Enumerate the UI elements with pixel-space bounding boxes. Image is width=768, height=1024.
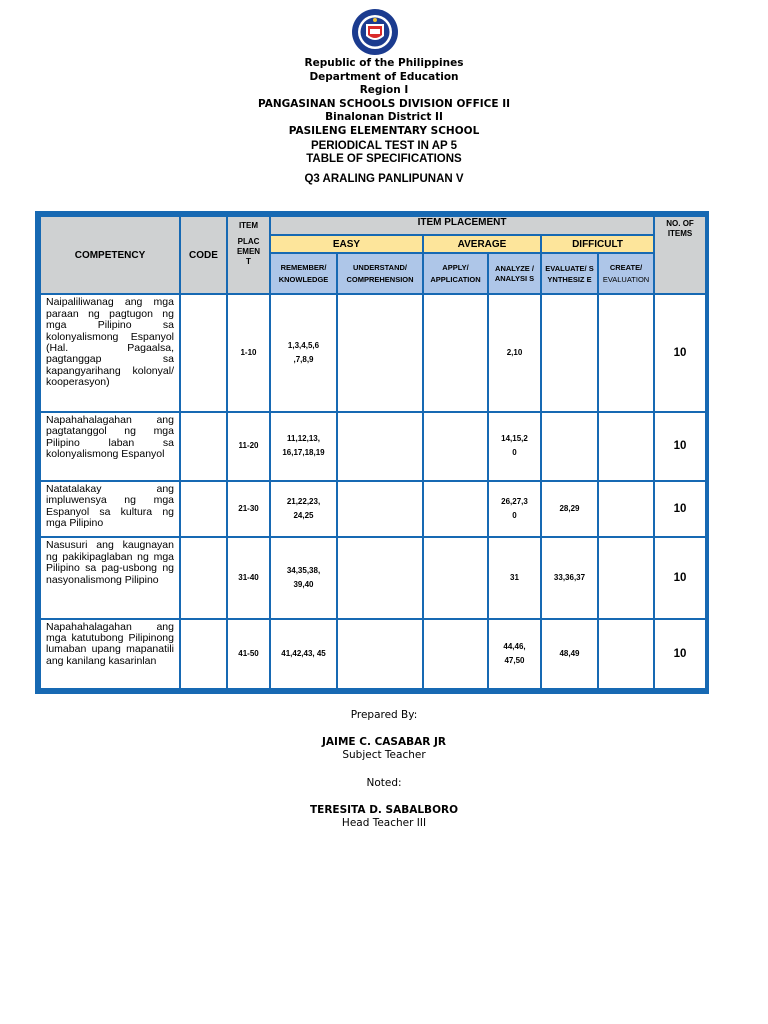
items-cell: 10: [654, 294, 706, 411]
header-item-placement: ITEM PLACEMENT: [270, 216, 654, 235]
header-line: Binalonan District II: [325, 111, 443, 124]
subject-title: Q3 ARALING PANLIPUNAN V: [304, 173, 464, 185]
create-label: CREATE/: [609, 262, 643, 272]
remember-cell: 34,35,38, 39,40: [270, 537, 337, 618]
create-cell: [598, 481, 654, 537]
create-cell: [598, 619, 654, 689]
understand-cell: [337, 619, 423, 689]
prepared-by-title: Subject Teacher: [342, 749, 426, 761]
apply-cell: [423, 481, 488, 537]
code-cell: [180, 619, 227, 689]
band-easy: EASY: [270, 235, 423, 253]
evaluate-cell: [541, 412, 598, 481]
competency-cell: Napahahalagahan ang mga katutubong Pilipinong lumaban upang mapanatili ang kanilang kasarinlan: [40, 619, 180, 689]
header-remember: [270, 253, 337, 294]
items-cell: 10: [654, 481, 706, 537]
remember-cell: 21,22,23, 24,25: [270, 481, 337, 537]
apply-cell: [423, 294, 488, 411]
table-row: [40, 294, 706, 411]
deped-seal-icon: [351, 8, 399, 56]
placement-cell: 1-10: [227, 294, 270, 411]
analyze-cell: 26,27,3 0: [488, 481, 541, 537]
header-item-placement-col: [227, 216, 270, 294]
title-line-2: TABLE OF SPECIFICATIONS: [306, 153, 462, 165]
placement-cell: 11-20: [227, 412, 270, 481]
header-placement-label: PLAC EMEN T: [236, 237, 261, 266]
noted-label: Noted:: [366, 777, 402, 789]
table-row: [40, 619, 706, 689]
noted-by-title: Head Teacher III: [341, 817, 427, 829]
analyze-cell: 2,10: [488, 294, 541, 411]
title-line-1: PERIODICAL TEST IN AP 5: [310, 140, 458, 152]
items-cell: 10: [654, 619, 706, 689]
band-average: AVERAGE: [423, 235, 541, 253]
school-header: [0, 57, 768, 139]
remember-cell: 11,12,13, 16,17,18,19: [270, 412, 337, 481]
apply-cell: [423, 412, 488, 481]
code-cell: [180, 537, 227, 618]
application-label: APPLICATION: [430, 274, 481, 284]
header-understand: [337, 253, 423, 294]
evaluate-cell: 48,49: [541, 619, 598, 689]
band-difficult: DIFFICULT: [541, 235, 654, 253]
header-analyze: ANALYZE / ANALYSI S: [488, 253, 541, 294]
remember-cell: 41,42,43, 45: [270, 619, 337, 689]
understand-label: UNDERSTAND/: [352, 262, 408, 272]
competency-cell: Nasusuri ang kaugnayan ng pakikipaglaban ng mga Pilipino sa pag-usbong ng nasyonalismong Pilipino: [40, 537, 180, 618]
create-cell: [598, 294, 654, 411]
evaluate-cell: [541, 294, 598, 411]
comprehension-label: COMPREHENSION: [346, 274, 414, 284]
noted-by-name: TERESITA D. SABALBORO: [310, 804, 458, 816]
analyze-cell: 14,15,2 0: [488, 412, 541, 481]
code-cell: [180, 481, 227, 537]
create-cell: [598, 537, 654, 618]
table-row: [40, 537, 706, 618]
understand-cell: [337, 294, 423, 411]
header-line: Region I: [359, 84, 409, 97]
analyze-cell: 44,46, 47,50: [488, 619, 541, 689]
header-competency: COMPETENCY: [40, 216, 180, 294]
header-item-label: ITEM: [238, 221, 259, 230]
header-code: CODE: [180, 216, 227, 294]
items-cell: 10: [654, 412, 706, 481]
specification-table: [39, 215, 707, 690]
competency-cell: Natatalakay ang impluwensya ng mga Espanyol sa kultura ng mga Pilipino: [40, 481, 180, 537]
competency-cell: Naipaliliwanag ang mga paraan ng pagtugon ng mga Pilipino sa kolonyalismong Espanyol (Hal. Pagaalsa, pagtanggap sa kapangyarihang kolonyal/ kooperasyon): [40, 294, 180, 411]
prepared-by-label: Prepared By:: [350, 709, 418, 721]
understand-cell: [337, 537, 423, 618]
evaluate-cell: 33,36,37: [541, 537, 598, 618]
code-cell: [180, 412, 227, 481]
understand-cell: [337, 412, 423, 481]
competency-cell: Napahahalagahan ang pagtatanggol ng mga Pilipino laban sa kolonyalismong Espanyol: [40, 412, 180, 481]
code-cell: [180, 294, 227, 411]
evaluate-cell: 28,29: [541, 481, 598, 537]
apply-cell: [423, 619, 488, 689]
header-evaluate: EVALUATE/ SYNTHESIZ E: [541, 253, 598, 294]
prepared-by-name: JAIME C. CASABAR JR: [322, 736, 446, 748]
header-line: PASILENG ELEMENTARY SCHOOL: [288, 124, 480, 137]
analyze-cell: 31: [488, 537, 541, 618]
create-cell: [598, 412, 654, 481]
placement-cell: 21-30: [227, 481, 270, 537]
header-line: Republic of the Philippines: [304, 57, 464, 69]
placement-cell: 41-50: [227, 619, 270, 689]
header-line: PANGASINAN SCHOOLS DIVISION OFFICE II: [257, 97, 511, 110]
remember-label: REMEMBER/: [280, 262, 327, 272]
placement-cell: 31-40: [227, 537, 270, 618]
header-no-of-items: NO. OF ITEMS: [654, 216, 706, 294]
apply-label: APPLY/: [442, 262, 469, 272]
apply-cell: [423, 537, 488, 618]
items-cell: 10: [654, 537, 706, 618]
knowledge-label: KNOWLEDGE: [278, 274, 329, 284]
header-apply: [423, 253, 488, 294]
evaluation-label: EVALUATION: [602, 274, 650, 284]
table-row: [40, 412, 706, 481]
understand-cell: [337, 481, 423, 537]
table-row: [40, 481, 706, 537]
remember-cell: 1,3,4,5,6 ,7,8,9: [270, 294, 337, 411]
header-create: [598, 253, 654, 294]
header-line: Department of Education: [309, 70, 459, 83]
document-title: [0, 140, 768, 166]
